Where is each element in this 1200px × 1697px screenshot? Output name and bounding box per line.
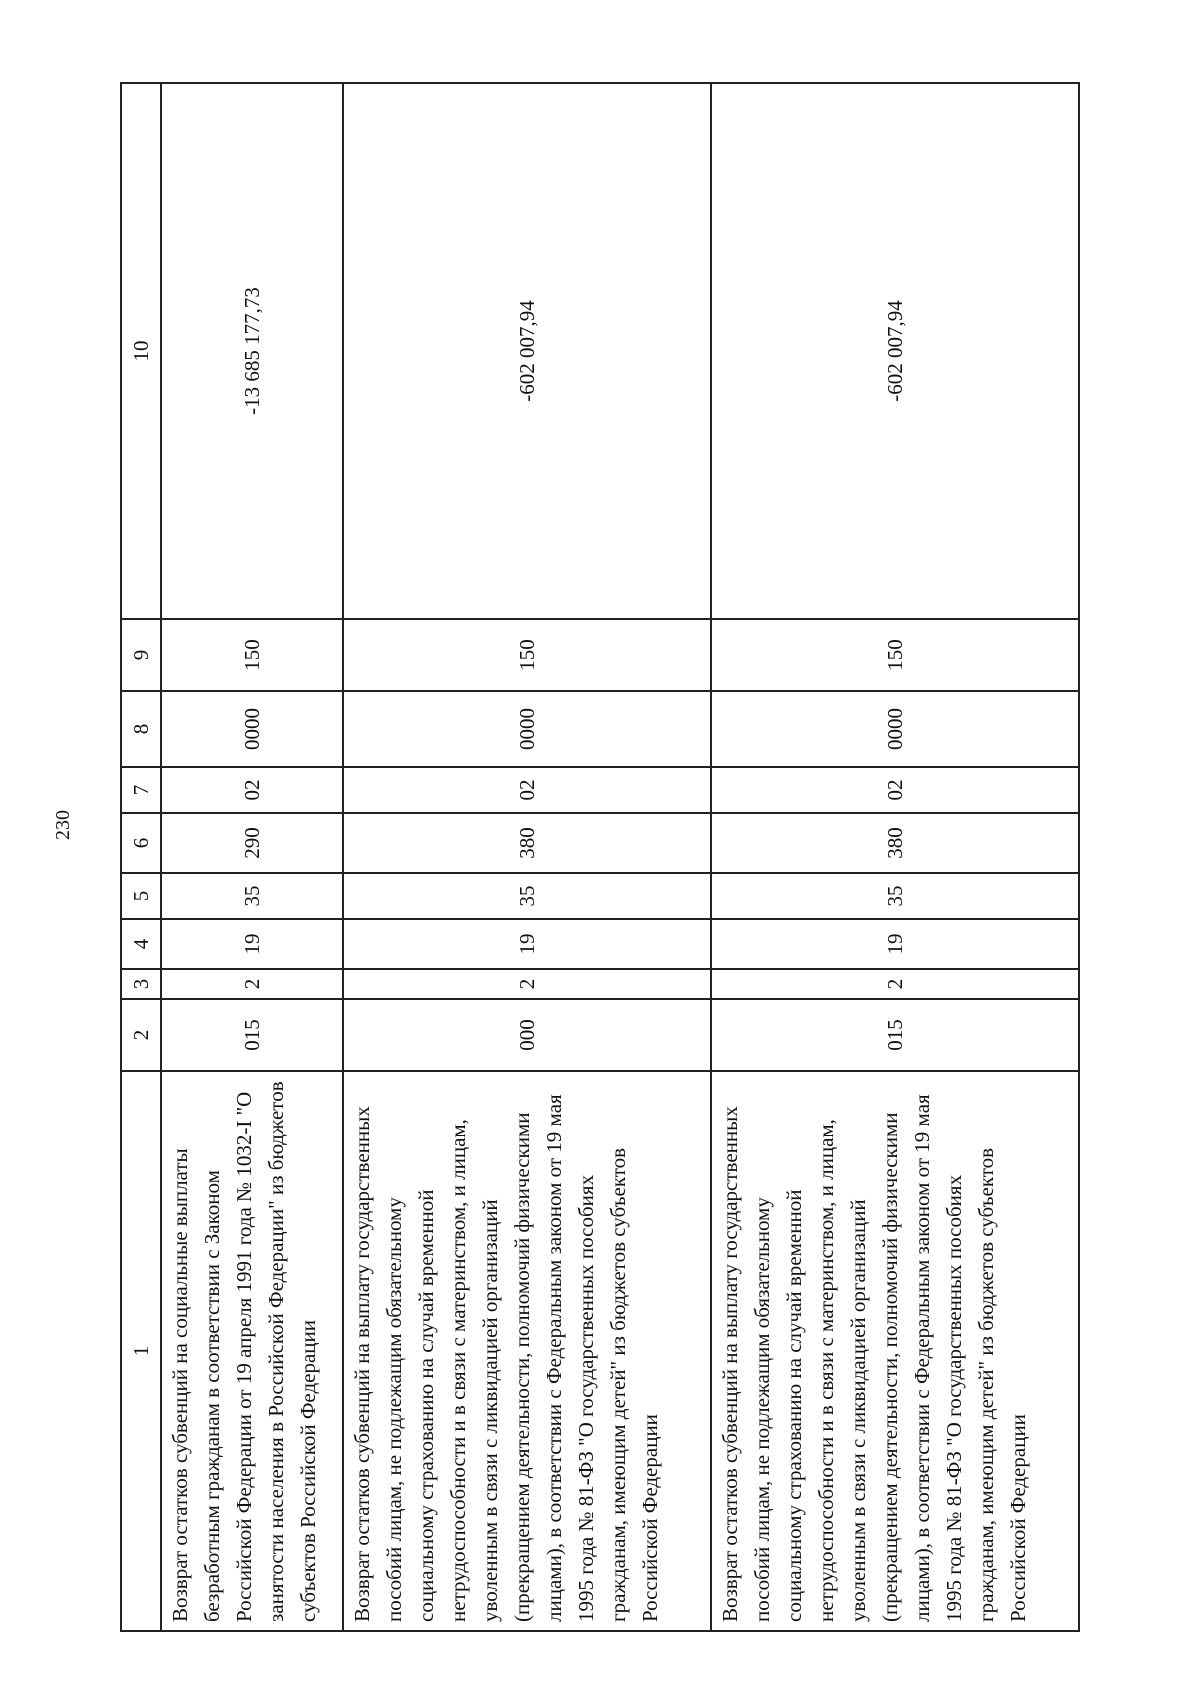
cell-c9: 150 [711,619,1079,691]
table-row [161,83,344,1631]
budget-table-rotated [120,84,1080,1632]
cell-c6: 380 [711,813,1079,873]
cell-c3: 2 [343,969,711,999]
cell-c5: 35 [343,873,711,919]
header-cell: 8 [121,691,161,767]
table-row [343,83,711,1631]
cell-c9: 150 [161,619,344,691]
header-cell: 6 [121,813,161,873]
row-description: Возврат остатков субвенций на выплату государственных пособий лицам, не подлежащим обязательному социальному страхованию на случай временной нетрудоспособности и в связи с материнством, и лицам, уволенным в связи с ликвидацией организаций (прекращением деятельности, полномочий физическими лицами), в соответствии с Федеральным законом от 19 мая 1995 года № 81-ФЗ "О государственных пособиях гражданам, имеющим детей" из бюджетов субъектов Российской Федерации [343,1071,711,1631]
cell-c3: 2 [711,969,1079,999]
cell-c9: 150 [343,619,711,691]
row-description: Возврат остатков субвенций на выплату государственных пособий лицам, не подлежащим обязательному социальному страхованию на случай временной нетрудоспособности и в связи с материнством, и лицам, уволенным в связи с ликвидацией организаций (прекращением деятельности, полномочий физическими лицами), в соответствии с Федеральным законом от 19 мая 1995 года № 81-ФЗ "О государственных пособиях гражданам, имеющим детей" из бюджетов субъектов Российской Федерации [711,1071,1079,1631]
cell-c8: 0000 [161,691,344,767]
header-cell: 2 [121,999,161,1071]
cell-c2: 000 [343,999,711,1071]
cell-amount: -602 007,94 [343,83,711,619]
cell-c6: 380 [343,813,711,873]
header-cell: 9 [121,619,161,691]
cell-amount: -602 007,94 [711,83,1079,619]
cell-c8: 0000 [711,691,1079,767]
table-header-row [121,83,161,1631]
cell-c4: 19 [343,919,711,969]
header-cell: 7 [121,767,161,813]
cell-c5: 35 [161,873,344,919]
budget-table [120,82,1080,1632]
table-row [711,83,1079,1631]
cell-c7: 02 [161,767,344,813]
cell-c8: 0000 [343,691,711,767]
cell-c2: 015 [711,999,1079,1071]
cell-c4: 19 [161,919,344,969]
cell-c7: 02 [343,767,711,813]
header-cell: 10 [121,83,161,619]
header-cell: 5 [121,873,161,919]
cell-c2: 015 [161,999,344,1071]
cell-c7: 02 [711,767,1079,813]
cell-amount: -13 685 177,73 [161,83,344,619]
cell-c3: 2 [161,969,344,999]
page-number: 230 [52,810,74,840]
cell-c5: 35 [711,873,1079,919]
header-cell: 4 [121,919,161,969]
header-cell: 3 [121,969,161,999]
cell-c4: 19 [711,919,1079,969]
header-cell: 1 [121,1071,161,1631]
cell-c6: 290 [161,813,344,873]
row-description: Возврат остатков субвенций на социальные выплаты безработным гражданам в соответствии с Законом Российской Федерации от 19 апреля 1991 года № 1032-I "О занятости населения в Российской Федерации" из бюджетов субъектов Российской Федерации [161,1071,344,1631]
